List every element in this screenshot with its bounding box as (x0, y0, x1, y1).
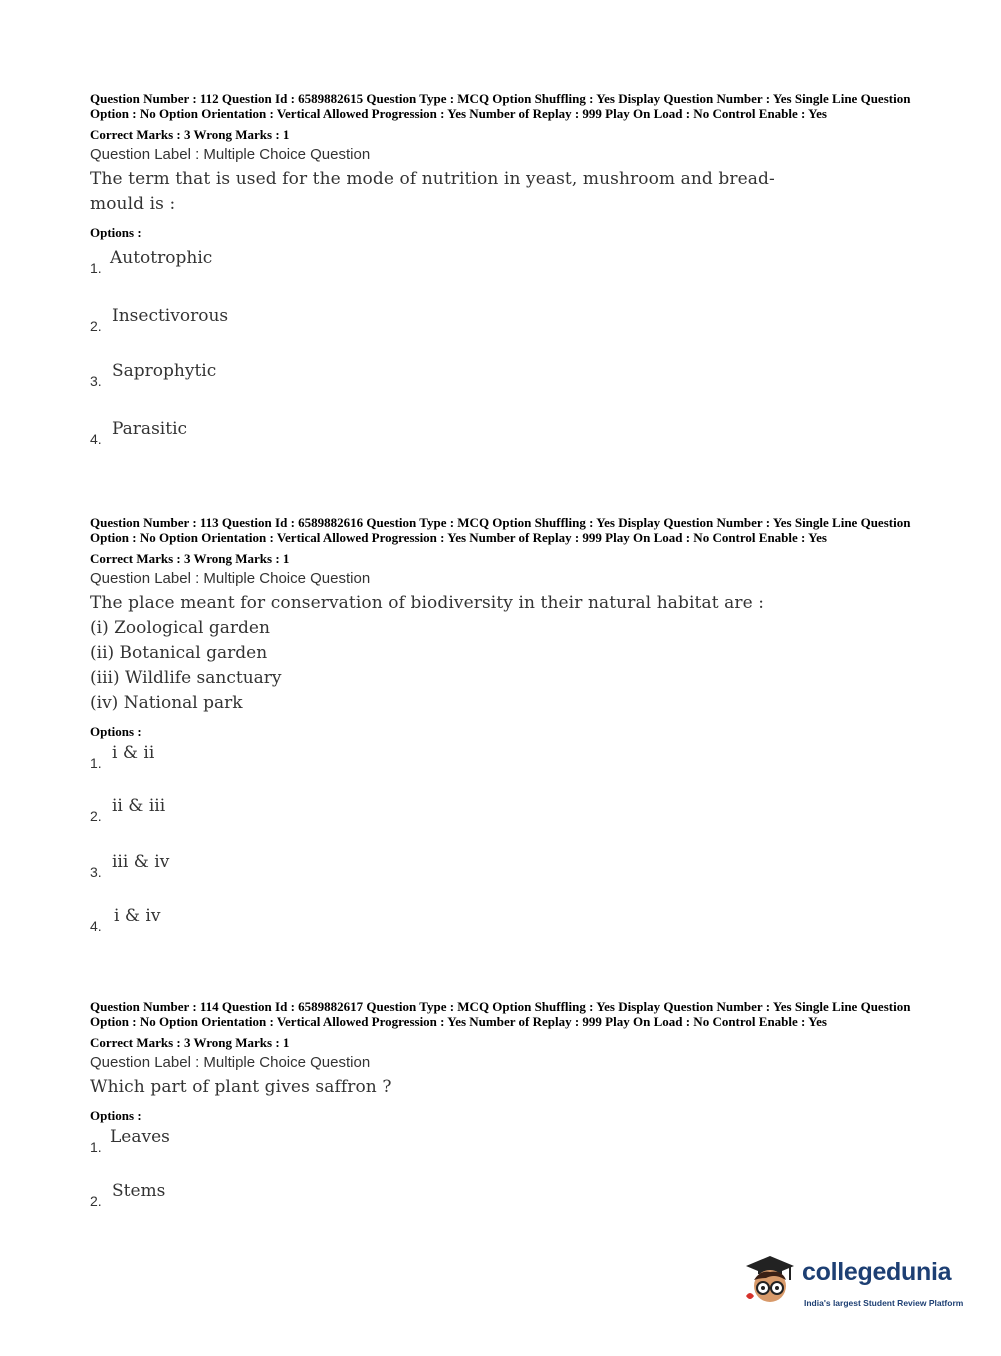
question-label: Question Label : Multiple Choice Question (90, 146, 371, 163)
sub-item-i: (i) Zoological garden (90, 618, 270, 638)
option-text: Stems (112, 1181, 166, 1201)
option-number: 2. (90, 808, 102, 824)
option-text: i & ii (112, 743, 155, 763)
question-marks: Correct Marks : 3 Wrong Marks : 1 (90, 1035, 290, 1050)
question-meta: Question Number : 113 Question Id : 6589882616 Question Type : MCQ Option Shuffling : Yes Display Question Number : Yes Single Line Question Option : No Option Orientation : Vertical Allowed Progression : Yes Number of Replay : 999 Play On Load : No Control Enable : Yes (90, 515, 911, 545)
question-marks: Correct Marks : 3 Wrong Marks : 1 (90, 551, 290, 566)
option-1[interactable] (90, 1127, 490, 1157)
sub-item-ii: (ii) Botanical garden (90, 643, 268, 663)
option-3[interactable] (90, 852, 490, 882)
options-list (90, 1123, 920, 1223)
question-marks: Correct Marks : 3 Wrong Marks : 1 (90, 127, 290, 142)
option-number: 2. (90, 1193, 102, 1209)
question-meta: Question Number : 112 Question Id : 6589882615 Question Type : MCQ Option Shuffling : Yes Display Question Number : Yes Single Line Question Option : No Option Orientation : Vertical Allowed Progression : Yes Number of Replay : 999 Play On Load : No Control Enable : Yes (90, 91, 911, 121)
option-1[interactable] (90, 248, 490, 278)
question-text-line-1: Which part of plant gives saffron ? (90, 1077, 392, 1097)
logo-wordmark: collegedunia (802, 1258, 952, 1286)
collegedunia-logo[interactable] (740, 1250, 980, 1320)
option-1[interactable] (90, 743, 490, 773)
option-number: 1. (90, 755, 102, 771)
option-number: 3. (90, 373, 102, 389)
logo-tagline: India's largest Student Review Platform (804, 1298, 964, 1308)
options-title: Options : (90, 225, 142, 240)
options-list (90, 240, 920, 455)
option-number: 1. (90, 260, 102, 276)
question-label: Question Label : Multiple Choice Question (90, 570, 371, 587)
option-number: 1. (90, 1139, 102, 1155)
question-113 (90, 516, 920, 949)
option-text: Saprophytic (112, 361, 217, 381)
option-text: Autotrophic (110, 248, 213, 268)
option-text: Insectivorous (112, 306, 229, 326)
option-2[interactable] (90, 1181, 490, 1211)
option-2[interactable] (90, 306, 490, 336)
question-label: Question Label : Multiple Choice Question (90, 1054, 371, 1071)
question-meta: Question Number : 114 Question Id : 6589882617 Question Type : MCQ Option Shuffling : Yes Display Question Number : Yes Single Line Question Option : No Option Orientation : Vertical Allowed Progression : Yes Number of Replay : 999 Play On Load : No Control Enable : Yes (90, 999, 911, 1029)
mascot-icon (740, 1250, 802, 1312)
option-2[interactable] (90, 796, 490, 826)
options-list (90, 739, 920, 949)
option-text: iii & iv (112, 852, 170, 872)
question-text-line-1: The term that is used for the mode of nutrition in yeast, mushroom and bread- (90, 169, 775, 189)
option-number: 2. (90, 318, 102, 334)
option-4[interactable] (90, 906, 490, 936)
question-text-line-2: mould is : (90, 194, 176, 214)
option-3[interactable] (90, 361, 490, 391)
option-text: ii & iii (112, 796, 166, 816)
option-text: i & iv (114, 906, 161, 926)
options-title: Options : (90, 1108, 142, 1123)
option-4[interactable] (90, 419, 490, 449)
option-number: 3. (90, 864, 102, 880)
question-112 (90, 92, 920, 455)
option-number: 4. (90, 918, 102, 934)
question-text-line-1: The place meant for conservation of biodiversity in their natural habitat are : (90, 593, 765, 613)
options-title: Options : (90, 724, 142, 739)
sub-item-iv: (iv) National park (90, 693, 243, 713)
option-text: Parasitic (112, 419, 188, 439)
sub-item-iii: (iii) Wildlife sanctuary (90, 668, 282, 688)
option-text: Leaves (110, 1127, 170, 1147)
question-114 (90, 1000, 920, 1223)
option-number: 4. (90, 431, 102, 447)
